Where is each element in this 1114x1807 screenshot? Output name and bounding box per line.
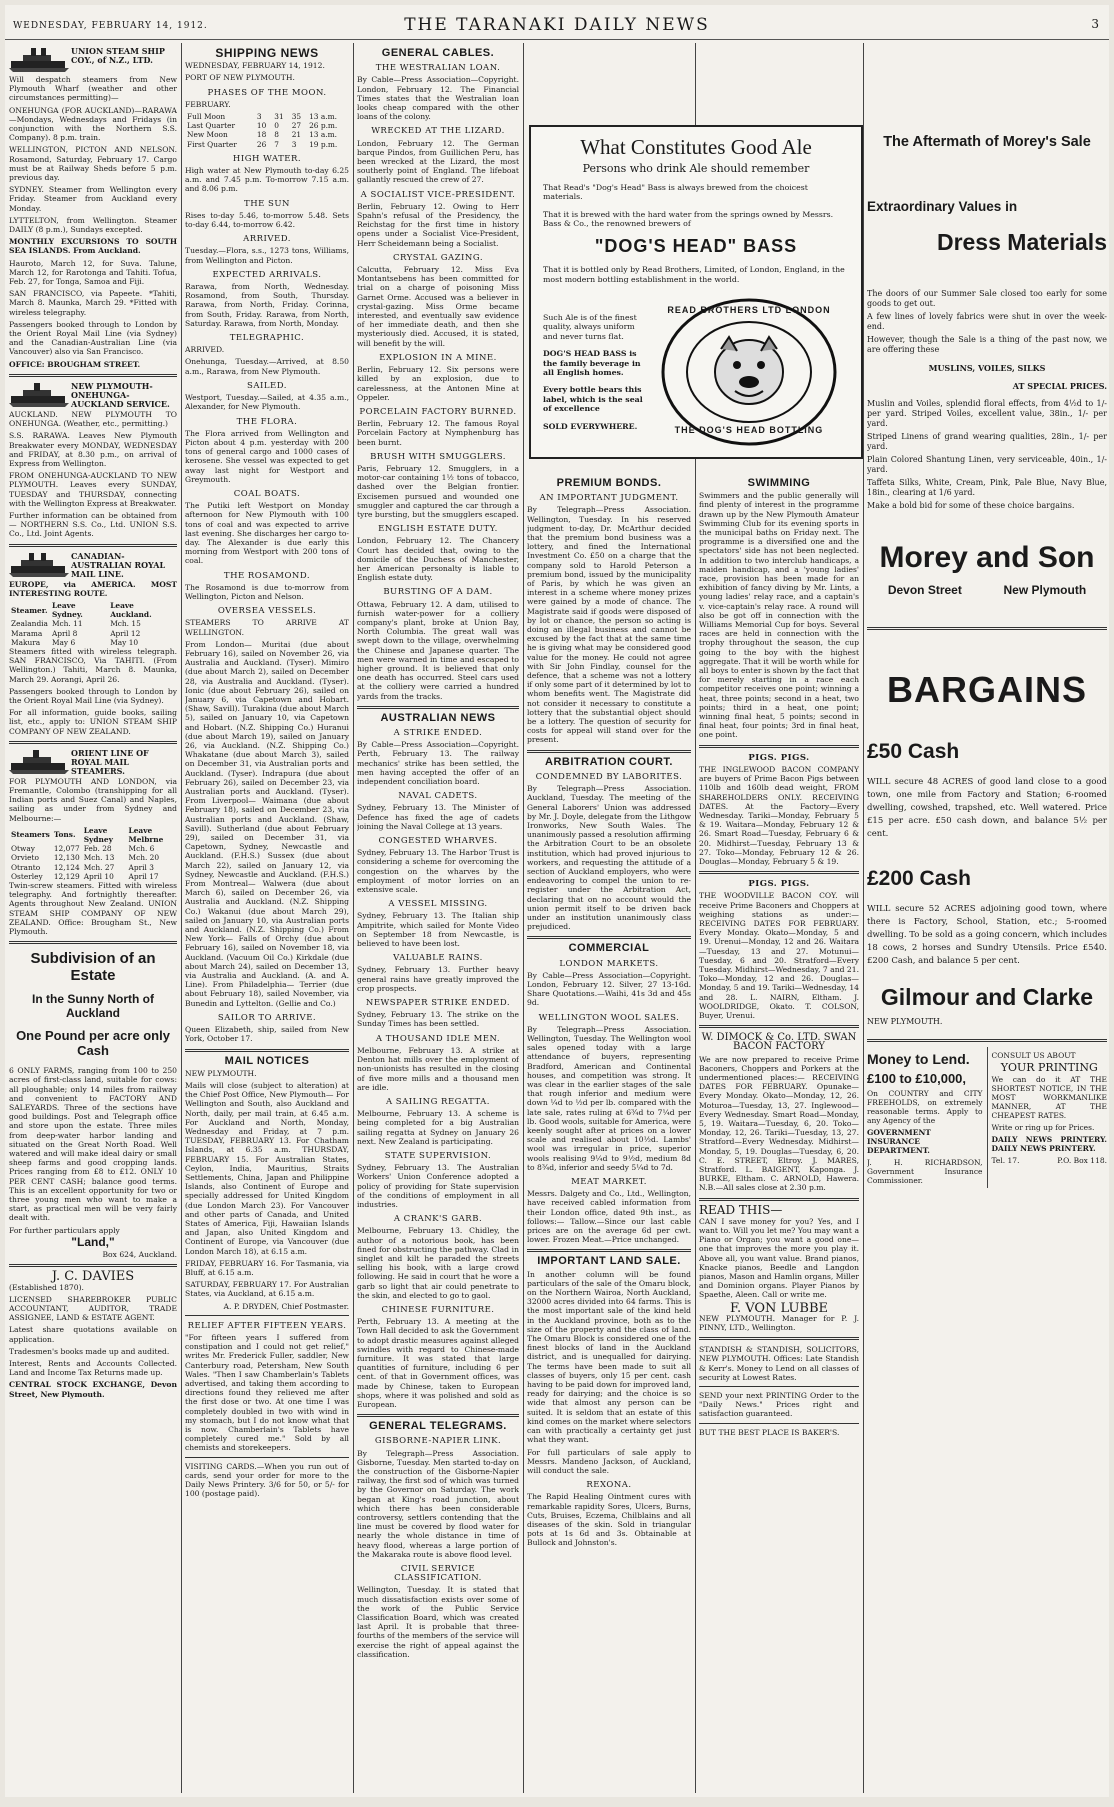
section-heading: AN IMPORTANT JUDGMENT. <box>539 493 679 504</box>
ad-title: What Constitutes Good Ale <box>580 135 812 159</box>
money-range: £100 to £10,000, <box>867 1071 967 1086</box>
article-heading: A STRIKE ENDED. <box>393 728 483 738</box>
section-heading: COAL BOATS. <box>233 488 301 499</box>
masthead-date: WEDNESDAY, FEBRUARY 14, 1912. <box>13 21 208 31</box>
moon-table <box>185 112 349 149</box>
australian-news-title: AUSTRALIAN NEWS <box>380 711 496 724</box>
table-row: Orvieto 12,130 Mch. 13 Mch. 20 <box>11 853 160 863</box>
text-paragraph: For further particulars apply <box>9 1225 120 1235</box>
column-4 <box>527 475 691 1791</box>
text-paragraph: The Rosamond is due to-morrow from Wellington, Picton and Nelson. <box>185 582 349 601</box>
cash-50: £50 Cash <box>867 740 960 763</box>
text-paragraph: In another column will be found particulars of the sale of the Omaru block, on the Northern Wairoa, North Auckland, 32000 acres divided into 64 farms. This is the most important sale of the kind held in the Auckland province, both as to the size of the property and the class of land. The Omaru Block is considered one of the finest blocks of land in the Auckland district, and is unequalled for dairying. The terms have been made to suit all classes of buyers, only 15 per cent. cash having to be paid down for improved land, ready for dairying; and the choice is so wide that almost any person can be suited. It is seldom that an estate of this kind comes on the market where selectors can with practically a certainty get just what they want. <box>527 1269 691 1445</box>
section-heading: REXONA. <box>586 1480 632 1491</box>
section-heading: MEAT MARKET. <box>571 1177 647 1188</box>
article-heading: A CRANK'S GARB. <box>393 1214 483 1225</box>
text-paragraph: SATURDAY, FEBRUARY 17. For Australian States, via Auckland, at 6.15 a.m. <box>185 1280 349 1299</box>
section-heading: LONDON MARKETS. <box>559 958 659 969</box>
article-body: Berlin, February 12. Owing to Herr Spahn's refusal of the Presidency, the Reichstag for the first time in history opens under a Socialist Vice-President, Herr Scheidemann being a Socialist. <box>357 201 519 248</box>
text-paragraph: We are now prepared to receive Prime Baconers, Choppers and Porkers at the undermentioned places:— RECEIVING DATES FOR FEBRUARY. Opunake—Every Monday. Okato—Monday, 12, 26. Moturoa—Tuesday, 13, 27. Inglewood—Every Wednesday. Smart Road—Monday, 5, 19. Waitara—Tuesday, 6, 20. Toko—Monday, 12, 26. Tariki—Tuesday, 13, 27. Stratford—Every Wednesday. Midhirst—Monday, 5, 19. Douglas—Tuesday, 6, 20. C. E. STREET, Eltroy. J. MARES, Stratford. L. BAIGENT, Kaponga. J. BURKE, Eltham. C. ARNOLD, Hawera. N.B.—All sales close at 2.30 p.m. <box>699 1054 859 1193</box>
section-heading: PIGS. PIGS. <box>748 879 810 890</box>
section-heading: CIVIL SERVICE CLASSIFICATION. <box>394 1564 482 1584</box>
article-heading: THE WESTRALIAN LOAN. <box>375 63 501 74</box>
column-rule <box>523 43 524 1793</box>
text-paragraph: Latest share quotations available on application. <box>9 1325 177 1344</box>
article-body: Melbourne, February 13. A scheme is being completed for a big Australian sailing regatta at Sydney on January 26 next. New Zealand is participating. <box>357 1109 519 1146</box>
general-telegrams-title: GENERAL TELEGRAMS. <box>369 1420 507 1433</box>
text-paragraph: Muslin and Voiles, splendid floral effects, from 4½d to 1/- per yard. Striped Voiles, excellent value, 38in., 1/- per yard. <box>867 399 1107 428</box>
column-5 <box>699 475 859 1791</box>
text-paragraph: STEAMERS TO ARRIVE AT WELLINGTON. <box>185 618 349 637</box>
orient-title: ORIENT LINE OF ROYAL MAIL STEAMERS. <box>71 747 149 776</box>
text-paragraph: J. H. RICHARDSON, Government Insurance Commissioner. <box>867 1158 983 1185</box>
column-2 <box>185 45 349 1791</box>
money-title: Money to Lend. <box>867 1051 970 1067</box>
article-body: Ottawa, February 12. A dam, utilised to furnish water-power for a colliery company's plant, broke at Union Bay, North Columbia. The great wall was swept down to the village, overwhelming the Chinese and Japanese quarter. The men were warned in time and escaped to higher ground. It is believed that only one death has occurred. Steel cars used at the colliery were carried a hundred yards from the tracks. <box>357 599 519 701</box>
article-heading: CHINESE FURNITURE. <box>381 1304 495 1315</box>
article-heading: PORCELAIN FACTORY BURNED. <box>359 406 517 417</box>
text-paragraph: Queen Elizabeth, ship, sailed from New York, October 17. <box>185 1025 349 1044</box>
text-paragraph: Messrs. Dalgety and Co., Ltd., Wellington, have received cabled information from their London office, dated 9th inst., as follows:— Tallow.—Since our last cable prices are on the average 6d per cwt. lower. Frozen Meat.—Price unchanged. <box>527 1189 691 1245</box>
text-paragraph: NEW PLYMOUTH. <box>185 1068 257 1078</box>
table-row: Last Quarter 10 0 27 26 p.m. <box>187 121 338 131</box>
text-paragraph: That it is brewed with the hard water from the springs owned by Messrs. Bass & Co., the renowned brewers of <box>543 209 834 229</box>
subdivision-price: One Pound per acre only Cash <box>16 1028 170 1059</box>
text-paragraph: SAN FRANCISCO, via Papeete. *Tahiti, March 8. Maunka, March 29. *Fitted with wireless telegraphy. <box>9 289 177 317</box>
section-heading: ARRIVED. <box>243 234 291 245</box>
table-row: New Moon 18 8 21 13 a.m. <box>187 130 337 140</box>
table-row: First Quarter 26 7 3 19 p.m. <box>187 139 338 149</box>
text-paragraph: NEW PLYMOUTH. <box>867 1017 943 1026</box>
text-paragraph: MONTHLY EXCURSIONS TO SOUTH SEA ISLANDS. From Auckland. <box>9 237 177 256</box>
text-paragraph: Swimmers and the public generally will find plenty of interest in the programme drawn up by the New Plymouth Amateur Swimming Club for its evening sports in the municipal baths on Friday next. The programme is a diversified one and the spectators' side has not been neglected. In addition to two interclub handicaps, a maiden handicap, and a 'young ladies' race, provision has been made for an exhibition of fancy diving by Mr. Lints, a young ladies' relay race, and a captain's v. vice-captain's relay race. A round will also be got off in connection with the Williams Memorial Cup for boys. Several races are held in connection with the trophy throughout the season, the cup going to the boy with the highest aggregate. That it will be worth while for all boys to enter is shown by the fact that for merely starting in a race each competitor receives one point; winning a heat, three points; second in a heat, two points; third in a heat, one point; winning final heat, 5 points; second in final heat, four points; 3rd in final heat, one point. <box>699 491 859 740</box>
text-paragraph: By Telegraph—Press Association. Gisborne, Tuesday. Men started to-day on the construction of the Gisborne-Napier railway, the first sod of which was turned by the Governor on Saturday. The work began at King's road junction, about which there has been considerable controversy, settlers contending that the line must be covered by flood water for nearly the whole distance in time of heavy flood, whereas a large portion of the Makaraka route is above flood level. <box>357 1448 519 1559</box>
text-paragraph: Twin-screw steamers. Fitted with wireless telegraphy. And fortnightly thereafter. Agents throughout New Zealand. UNION STEAM SHIP COMPANY OF NEW ZEALAND. Office: Brougham St., New Plymouth. <box>9 881 177 937</box>
text-paragraph: WILL secure 52 ACRES adjoining good town, where there is Factory, School, Station, etc.; 5-roomed dwelling. To be sold as a going concern, which includes 18 cows, 2 horses and Sundry Utensils. Price £540. £200 Cash, and balance 5 per cent. <box>867 904 1107 966</box>
text-paragraph: Passengers booked through to London by the Orient Royal Mail Line (via Sydney) and the Canadian-Australian Line (via Vancouver) also via San Francisco. <box>9 319 177 357</box>
telephone: Tel. 17. <box>991 1156 1020 1165</box>
section-heading: WELLINGTON WOOL SALES. <box>538 1012 680 1023</box>
text-paragraph: FRIDAY, FEBRUARY 16. For Tasmania, via Bluff, at 6.15 a.m. <box>185 1258 349 1277</box>
column-rule <box>353 43 354 1793</box>
np-service-title: NEW PLYMOUTH-ONEHUNGA-AUCKLAND SERVICE. <box>71 380 170 409</box>
text-paragraph: By Telegraph—Press Association. Wellington, Tuesday. In his reserved judgment to-day, Dr. McArthur decided that the premium bond business was a lottery, and fined the International Investment Co. £50 on a charge that the company sold to Harold Peterson a premium bond, issued by the municipality of Paris, by which he was given an interest in a scheme where money prizes were gained by a mode of chance. The Magistrate said if goods were disposed of by lot or chance, the person so acting is doing an illegal business and cannot be excused by the fact that at the same time he is giving what may be considered good value for the money. He could not agree with Sir John Findlay, counsel for the defence, that a scheme was not a lottery if only some part of it determined by lot to whom benefits went. The Magistrate did not consider it necessary to constitute a lottery that the substantial object should be a lottery. The question of security for costs for appeal will stand over for the present. <box>527 505 691 745</box>
text-paragraph: The Flora arrived from Wellington and Picton about 4 p.m. yesterday with 200 tons of general cargo and 1000 cases of kerosene. She vessel was expected to get away last night for Westport and Greymouth. <box>185 428 349 484</box>
text-paragraph: Taffeta Silks, White, Cream, Pink, Pale Blue, Navy Blue, 18in., clearing at 1/6 yard. <box>867 478 1107 497</box>
text-paragraph: THE INGLEWOOD BACON COMPANY are buyers of Prime Bacon Pigs between 110lb and 160lb dead weight, FROM SHAREHOLDERS ONLY. RECEIVING DATES. At the Factory—Every Wednesday. Tariki—Monday, February 5 & 19. Waitara—Monday, February 12 & 26. Smart Road—Tuesday, February 6 & 20. Midhirst—Tuesday, February 13 & 27. Toko—Monday, February 12 & 26. Douglas—Monday, February 5 & 19. <box>699 764 859 866</box>
text-paragraph: By Cable—Press Association—Copyright. London, February 12. Silver, 27 13-16d. Share Quotations.—Waihi, 41s 3d and 45s 9d. <box>527 970 691 1008</box>
section-heading: PHASES OF THE MOON. <box>207 87 327 98</box>
your-printing: YOUR PRINTING <box>1000 1061 1098 1074</box>
text-paragraph: Rarawa, from North, Wednesday. Rosamond, from South, Thursday. Rarawa, from North, Friday. Corinna, from South, Friday. Rarawa, from North, Saturday. Rarawa, from North, Monday. <box>185 282 349 328</box>
section-heading: PIGS. PIGS. <box>748 752 810 763</box>
text-paragraph: On COUNTRY and CITY FREEHOLDS, on extremely reasonable terms. Apply to any Agency of the <box>867 1089 983 1125</box>
text-paragraph: Wellington, Tuesday. It is stated that much dissatisfaction exists over some of the work of the Public Service Classification Board, which was created last April. It is probable that three-fourths of the members of the service will exercise the right of appeal against the classification. <box>357 1585 519 1659</box>
text-paragraph: CENTRAL STOCK EXCHANGE, Devon Street, New Plymouth. <box>9 1380 177 1399</box>
muslins-heading: MUSLINS, VOILES, SILKS <box>928 363 1046 373</box>
dress-materials: Dress Materials <box>936 229 1107 255</box>
page-number: 3 <box>1091 17 1099 31</box>
text-paragraph: Will despatch steamers from New Plymouth Wharf (weather and other circumstances permitting)— <box>9 75 177 103</box>
bottom-ads <box>867 1047 1107 1188</box>
text-paragraph: GOVERNMENT INSURANCE DEPARTMENT. <box>867 1128 931 1155</box>
cash-200: £200 Cash <box>867 867 971 890</box>
steamship-icon <box>9 749 177 775</box>
section-heading: GISBORNE-NAPIER LINK. <box>374 1436 502 1447</box>
text-paragraph: For full particulars of sale apply to Messrs. Mandeno Jackson, of Auckland, will conduct the sale. <box>527 1447 691 1475</box>
column-rule <box>181 43 182 1793</box>
text-paragraph: From London— Muritai (due about February 16), sailed on November 26, via Australia and Auckland. (Tyser). Mimiro (due about March 2), sailed on December 28, via Australia and Auckland. (Tyser). Ionic (due about February 26), sailed on January 6, via Capetown and Hobart. (Shaw, Savill). Turakina (due about March 5), sailed on January 10, via Capetown and Hobart. (N.Z. Shipping Co.) Huranui (due about March 19), sailed on January 26, via Auckland. (N.Z. Shipping Co.) Whakatane (due about March 3), sailed on December 31, via Australian ports and Auckland. (Tyser). Indrapura (due about February 26), sailed on December 23, via Australian ports and Auckland. (Tyser). From Liverpool— Waimana (due about February 18), sailed on December 23, via Australian ports and Auckland. (Shaw, Savill). Sutherland (due about February 29), sailed on December 31, via Capetown, Sydney, Newcastle and Auckland. (F.H.S.) Sussex (due about March 22), sailed on January 12, via Sydney, Newcastle and Auckland. (F.H.S.) From Montreal— Walwera (due about March 6), sailed on December 26, via Australia and Auckland. (N.Z. Shipping Co.) Wakanui (due about March 29), sailed on January 10, via Australian ports and Auckland. (N.Z. Shipping Co.) From New York— Falls of Orchy (due about February 16), sailed on November 18, via Auckland. (Vacuum Oil Co.) Kirkdale (due about March 24), sailed on December 13, via Australia and Auckland. (A. and A. Line). From Philadelphia— Terrier (due about February 18), sailed November, via Bunedin and Lyttelton. (Gellie and Co.) <box>185 639 349 1008</box>
morey-and-son: Morey and Son <box>879 541 1095 574</box>
bulldog-icon <box>659 297 839 447</box>
table-row: Otranto 12,124 Mch. 27 April 3 <box>11 862 154 872</box>
text-paragraph: Write or ring up for Prices. <box>991 1123 1095 1132</box>
text-paragraph: A. P. DRYDEN, Chief Postmaster. <box>223 1301 349 1311</box>
article-body: Melbourne, February 13. A strike at Denton hat mills over the employment of non-unionists has resulted in the closing of five more mills and a thousand men are idle. <box>357 1045 519 1092</box>
text-paragraph: By Telegraph—Press Association. Auckland, Tuesday. The meeting of the General Laborers' Union was addressed by Mr. J. Doyle, delegate from the Lithgow Ironworks, New South Wales. The unanimously passed a resolution affirming the Arbitration Court to be an obsolete institution, which had proved injurious to workers, and requesting the attitude of a section of Auckland employers, who were endeavoring to compel the union to re-register under the Arbitration Act, declaring that on no account would the union permit itself to be driven back under an institution unanimously class prejudiced. <box>527 784 691 932</box>
text-paragraph: (Established 1870). <box>9 1282 84 1292</box>
text-paragraph: High water at New Plymouth to-day 6.25 a.m. and 7.45 p.m. To-morrow 7.15 a.m. and 8.06 p.m. <box>185 166 349 194</box>
text-paragraph: PORT OF NEW PLYMOUTH. <box>185 73 295 83</box>
union-title: UNION STEAM SHIP COY., of N.Z., LTD. <box>71 46 165 65</box>
article-body: Sydney, February 13. The Minister of Defence has fixed the age of cadets joining the Naval College at 13 years. <box>357 803 519 831</box>
davies-name: J. C. DAVIES <box>51 1269 135 1285</box>
orient-table: Steamers Tons. Leave Sydney Leave Melbrne Otway 12,077 Feb. 28 Mch. 6 Orvieto 12,130 Mch. 13 Mch. 20 Otranto 12,124 Mch. 27 April 3 Osterley 12,129 April 10 April 17 <box>9 826 177 881</box>
text-paragraph: However, though the Sale is a thing of the past now, we are offering these <box>867 335 1107 354</box>
column-rule <box>863 43 864 1793</box>
morey-address <box>867 585 1107 595</box>
article-body: Sydney, February 13. Further heavy general rains have greatly improved the crop prospects. <box>357 965 519 993</box>
text-paragraph: Such Ale is of the finest quality, always uniform and never turns flat. <box>543 312 637 341</box>
text-paragraph: Further information can be obtained from— NORTHERN S.S. Co., Ltd. UNION S.S. Co., Ltd. Joint Agents. <box>9 510 177 539</box>
text-paragraph: ONEHUNGA (FOR AUCKLAND)—RARAWA—Mondays, Wednesdays and Fridays (in conjunction with the Northern S.S. Company). 8 p.m. train. <box>9 105 177 143</box>
section-heading: THE ROSAMOND. <box>223 570 311 581</box>
article-body: Berlin, February 12. Six persons were killed by an explosion, due to carelessness, at the Antonen Mine at Oppeler. <box>357 365 519 402</box>
text-paragraph: Tuesday.—Flora, s.s., 1273 tons, Williams, from Wellington and Picton. <box>185 246 349 265</box>
column-3 <box>357 45 519 1791</box>
text-paragraph: SYDNEY. Steamer from Wellington every Friday. Steamer from Auckland every Monday. <box>9 185 177 213</box>
ad-big: "DOG'S HEAD" BASS <box>594 236 798 257</box>
text-paragraph: DOG'S HEAD BASS is the family beverage in all English homes. <box>543 349 641 378</box>
text-paragraph: S.S. RARAWA. Leaves New Plymouth Breakwater every MONDAY, WEDNESDAY and FRIDAY, at 8.30 p.m., on arrival of Express from Wellington. <box>9 431 177 468</box>
article-heading: WRECKED AT THE LIZARD. <box>371 126 505 137</box>
shipping-title: SHIPPING NEWS <box>215 46 319 60</box>
text-paragraph: BUT THE BEST PLACE IS BAKER'S. <box>699 1427 840 1437</box>
text-paragraph: LICENSED SHAREBROKER PUBLIC ACCOUNTANT, AUDITOR, TRADE ASSIGNEE, LAND & ESTATE AGENT. <box>9 1294 177 1323</box>
section-heading: SAILED. <box>247 380 287 391</box>
union-body <box>9 75 177 369</box>
text-paragraph: Westport, Tuesday.—Sailed, at 4.35 a.m., Alexander, for New Plymouth. <box>185 393 349 412</box>
text-paragraph: Box 624, Auckland. <box>102 1250 177 1260</box>
table-row: Makura May 6 May 10 <box>11 637 139 647</box>
section-heading: OVERSEA VESSELS. <box>217 606 317 617</box>
article-heading: A SAILING REGATTA. <box>385 1096 491 1107</box>
text-paragraph: Mails will close (subject to alteration) at the Chief Post Office, New Plymouth— For Wellington and South, also Auckland and North, daily, per mail train, at 6.45 a.m. For Auckland and North, Monday, Wednesday and Friday, at 7 p.m. TUESDAY, FEBRUARY 13. For Chatham Islands, at 6.35 a.m. THURSDAY, FEBRUARY 15. For Australian States, Ceylon, India, Mauritius, Straits Settlements, China, Japan and Philippine Islands, also Continent of Europe and specially addressed for United Kingdom (due London March 23). For Vancouver and other parts of Canada, and United States of America, Fiji, Hawaiian Islands and Japan, also United Kingdom and Continent of Europe, via Vancouver (due London March 18), at 6.15 a.m. <box>185 1080 349 1256</box>
article-heading: CRYSTAL GAZING. <box>392 252 484 263</box>
article-heading: A VESSEL MISSING. <box>388 899 488 910</box>
text-paragraph: Plain Colored Shantung Linen, very serviceable, 40in., 1/- yard. <box>867 455 1107 474</box>
article-heading: STATE SUPERVISION. <box>384 1150 492 1161</box>
article-heading: A THOUSAND IDLE MEN. <box>375 1033 501 1044</box>
table-row: Full Moon 3 31 35 13 a.m. <box>187 112 337 122</box>
text-paragraph: WELLINGTON, PICTON AND NELSON. Rosamond, Saturday, February 17. Cargo must be at Railway Sheds before 5 p.m. previous day. <box>9 145 177 183</box>
column-rule <box>987 1047 988 1188</box>
text-paragraph: A few lines of lovely fabrics were shut in over the week-end. <box>867 312 1107 331</box>
text-paragraph: Hauroto, March 12, for Suva. Talune, March 12, for Rarotonga and Tahiti. Tofua, Feb. 27, for Tonga, Samoa and Fiji. <box>9 258 177 287</box>
section-heading: CONDEMNED BY LABORITES. <box>535 771 683 782</box>
special-prices: AT SPECIAL PRICES. <box>1012 381 1107 391</box>
cam-table: Steamer. Leave Sydney. Leave Auckland. Zealandia Mch. 11 Mch. 15 Marama April 8 April 12 Makura May 6 May 10 <box>9 601 177 647</box>
commercial-title: COMMERCIAL <box>568 942 650 955</box>
text-paragraph: VISITING CARDS.—When you run out of cards, send your order for more to the Daily News Printery. 3/6 for 50, or 5/- for 100 (postage paid). <box>185 1461 349 1499</box>
text-paragraph: By Telegraph—Press Association. Wellington, Tuesday. The Wellington wool sales opened today with a large attendance of buyers, representing Bradford, American and Continental houses, and competition was strong. It was clear in the earlier stages of the sale that rough inferior and medium were down ¼d to ½d per lb. compared with the late sale, rates ruling at 6¾d to 7¼d per lb. Good wools, suitable for America, were keenly sought after at prices on a lower scale and realised about 10½d. Lambs' wool was irregular in price, superior wools realising 9¼d to 9½d, medium 8d to 8¾d, inferior and seedy 5¼d to 7d. <box>527 1024 691 1172</box>
subdivision-heading: In the Sunny North of Auckland <box>32 992 154 1021</box>
section-heading: HIGH WATER. <box>232 153 302 164</box>
text-paragraph: Steamers fitted with wireless telegraph. SAN FRANCISCO, Via TAHITI. (From Wellington.) Tahiti, March 8. Maunka, March 29. Aorangi, April 26. <box>9 646 177 684</box>
article-body: Sydney, February 13. The strike on the Sunday Times has been settled. <box>357 1010 519 1029</box>
article-body: Sydney, February 13. The Italian ship Ampitrite, which sailed for Monte Video on September 18 from Newcastle, is believed to have been lost. <box>357 911 519 949</box>
text-paragraph: We can do it AT THE SHORTEST NOTICE, IN THE MOST WORKMANLIKE MANNER, AT THE CHEAPEST RATES. <box>991 1075 1107 1120</box>
text-paragraph: Make a bold bid for some of these choice bargains. <box>867 501 1075 510</box>
text-paragraph: "For fifteen years I suffered from constipation and I could not get relief," writes Mr. Frederick Fuller, saddler, New Canterbury road, Petersham, New South Wales. "Then I saw Chamberlain's Tablets advertised, and taking them according to directions found they relieved me after the first dose or two. At one time I was completely doubled in two with wind in my stomach, but I do not know what that is now. Chamberlain's Tablets have completely cured me." Sold by all chemists and storekeepers. <box>185 1332 349 1453</box>
text-paragraph: STANDISH & STANDISH, SOLICITORS, NEW PLYMOUTH. Offices: Late Standish & Kerr's. Money to Lend on all classes of security at Lowest Rates. <box>699 1345 859 1382</box>
text-paragraph: SEND your next PRINTING Order to the "Daily News." Prices right and satisfaction guaranteed. <box>699 1391 859 1419</box>
ad-subtitle: Persons who drink Ale should remember <box>582 162 810 175</box>
text-paragraph: The doors of our Summer Sale closed too early for some goods to get out. <box>867 289 1107 308</box>
text-paragraph: Interest, Rents and Accounts Collected. Land and Income Tax Returns made up. <box>9 1358 177 1378</box>
text-paragraph: That Read's "Dog's Head" Bass is always brewed from the choicest materials. <box>543 182 808 202</box>
text-paragraph: For all information, guide books, sailing list, etc., apply to: UNION STEAM SHIP COMPANY OF NEW ZEALAND. <box>9 708 177 736</box>
bass-advert <box>529 125 863 459</box>
arbitration-title: ARBITRATION COURT. <box>545 755 673 768</box>
general-cables-title: GENERAL CABLES. <box>381 47 495 59</box>
article-body: Berlin, February 12. The famous Royal Porcelain Factory at Nymphenburg has been burnt. <box>357 419 519 447</box>
text-paragraph: THE WOODVILLE BACON COY. will receive Prime Baconers and Choppers at weighing stations as under:— RECEIVING DATES FOR FEBRUARY. Every Monday. Okato—Monday, 5 and 19. Urenui—Monday, 12 and 26. Waitara—Tuesday, 13 and 27. Motunui—Tuesday, 6 and 20. Stratford—Every Tuesday. Midhirst—Wednesday, 7 and 21. Toko—Monday, 12 and 26. Douglas—Monday, 5 and 19. Tariki—Wednesday, 14 and 28. L. NAIRN, Eltham. J. WOOLDRIDGE, Okato. T. COLSON, Buyer, Urenui. <box>699 891 859 1020</box>
text-paragraph: Onehunga, Tuesday.—Arrived, at 8.50 a.m., Rarawa, from New Plymouth. <box>185 357 349 376</box>
section-heading: EXPECTED ARRIVALS. <box>212 269 322 280</box>
article-heading: EXPLOSION IN A MINE. <box>379 352 497 363</box>
article-heading: NEWSPAPER STRIKE ENDED. <box>365 998 511 1009</box>
money-ad <box>867 1047 983 1188</box>
subdivision-land: "Land," <box>71 1234 115 1249</box>
lubbe-name: F. VON LUBBE <box>729 1300 829 1316</box>
text-paragraph: OFFICE: BROUGHAM STREET. <box>9 359 141 369</box>
table-row: Marama April 8 April 12 <box>11 628 141 638</box>
subdivision-title: Subdivision of an Estate <box>30 950 156 985</box>
column-6 <box>867 45 1107 1791</box>
section-heading: THE SUN <box>244 198 290 209</box>
section-heading: RELIEF AFTER FIFTEEN YEARS. <box>187 1320 347 1331</box>
column-1 <box>9 45 177 1791</box>
text-paragraph: Passengers booked through to London by the Orient Royal Mail Line (via Sydney). <box>9 686 177 705</box>
section-heading: SAILOR TO ARRIVE. <box>217 1012 317 1023</box>
article-heading: VALUABLE RAINS. <box>393 953 483 964</box>
gilmour-clarke: Gilmour and Clarke <box>880 984 1094 1010</box>
text-paragraph: WEDNESDAY, FEBRUARY 14, 1912. <box>185 61 325 71</box>
text-paragraph: The Putiki left Westport on Monday afternoon for New Plymouth with 100 tons of coal and was expected to arrive last evening. She discharges her cargo to-day. The Alexander is due early this morning from Westport with 200 tons of coal. <box>185 501 349 566</box>
cam-title: CANADIAN-AUSTRALIAN ROYAL MAIL LINE. <box>71 550 166 579</box>
article-body: Sydney, February 13. The Harbor Trust is considering a scheme for overcoming the congestion on the wharves by the employment of motor lorries on an extensive scale. <box>357 848 519 895</box>
masthead <box>5 5 1109 40</box>
cam-subtitle: EUROPE, via AMERICA. MOST INTERESTING ROUTE. <box>9 579 177 598</box>
text-paragraph: NEW PLYMOUTH. Manager for P. J. PINNY, LTD., Wellington. <box>699 1313 859 1333</box>
text-paragraph: Rises to-day 5.46, to-morrow 5.48. Sets to-day 6.44, to-morrow 6.42. <box>185 210 349 230</box>
section-heading: THE FLORA. <box>236 416 298 427</box>
text-paragraph: The Rapid Healing Ointment cures with remarkable rapidity Sores, Ulcers, Burns, Cuts, Bruises, Eczema, Chilblains and all diseases of the skin. Sold in triangular pots at 1s 6d and 3s. Obtainable at Bullock and Johnston's. <box>527 1492 691 1548</box>
po-box: P.O. Box 118. <box>1057 1156 1107 1165</box>
text-paragraph: ARRIVED. <box>185 345 225 355</box>
text-paragraph: DAILY NEWS PRINTERY. DAILY NEWS PRINTERY. <box>991 1135 1107 1153</box>
contact-row <box>992 1156 1108 1165</box>
article-body: Calcutta, February 12. Miss Eva Montantsebens has been committed for trial on a charge of poisoning Miss Garnet Orme. Accused was a believer in crystal-gazing. Miss Orme became interested, and eventually saw evidence of her immediate death, and then she mysteriously died. Accused, it is stated, will benefit by the will. <box>357 265 519 348</box>
article-body: London, February 12. The Chancery Court has decided that, owing to the domicile of the Duchess of Manchester, her American personalty is liable to English estate duty. <box>357 536 519 583</box>
label-top: READ BROTHERS LTD LONDON <box>667 305 831 315</box>
text-paragraph: That it is bottled only by Read Brothers, Limited, of London, England, in the most modern bottling establishment in the world. <box>543 265 845 284</box>
text-paragraph: LYTTELTON, from Wellington. Steamer DAILY (8 p.m.), Sundays excepted. <box>9 215 177 235</box>
extra-values: Extraordinary Values in <box>867 199 1018 214</box>
land-sale-title: IMPORTANT LAND SALE. <box>537 1255 681 1268</box>
text-paragraph: FROM ONEHUNGA-AUCKLAND TO NEW PLYMOUTH. Leaves every SUNDAY, TUESDAY and THURSDAY, connecting with the Wellington Express at Breakwater. <box>9 471 177 508</box>
premium-title: PREMIUM BONDS. <box>556 477 662 489</box>
article-body: By Cable—Press Association—Copyright. London, February 12. The Financial Times states that the Westralian loan looks cheap compared with the other loans of the colony. <box>357 75 519 122</box>
steamship-icon <box>9 552 177 578</box>
article-body: Sydney, February 13. The Australian Workers' Union Conference adopted a policy of providing for State supervision of the conditions of employment in all industries. <box>357 1163 519 1209</box>
bargains-title: BARGAINS <box>886 669 1087 710</box>
text-paragraph: FEBRUARY. <box>185 99 231 109</box>
article-heading: NAVAL CADETS. <box>398 791 478 802</box>
section-heading: TELEGRAPHIC. <box>229 333 305 344</box>
text-paragraph: FOR PLYMOUTH AND LONDON, via Fremantle, Colombo (transhipping for all Indian ports and Suez Canal) and Naples, sailing as under from Sydney and Melbourne:— <box>9 776 177 823</box>
aftermath-title: The Aftermath of Morey's Sale <box>883 134 1091 150</box>
swimming-title: SWIMMING <box>747 477 811 489</box>
newspaper-page <box>5 5 1109 1797</box>
text-paragraph: CAN I save money for you? Yes, and I want to. Will you let me? You may want a Piano or Organ; you want a good one—one that improves the more you play it. Above all, you want value. Brand pianos, Knacke pianos, Beedle and Langdon pianos, Mason and Hamlin organs, Miller and Dominion organs. Player Pianos by Spaethe, Aleen. Call or write me. <box>699 1216 859 1300</box>
table-row: Otway 12,077 Feb. 28 Mch. 6 <box>11 844 155 854</box>
article-body: Paris, February 12. Smugglers, in a motor-car containing 1½ tons of tobacco, dashed over the Belgian frontier. Excisemen pursued and wounded one smuggler and captured the car through a tyre bursting, but the smugglers escaped. <box>357 463 519 519</box>
table-row: Osterley 12,129 April 10 April 17 <box>11 871 159 881</box>
text-paragraph: CONSULT US ABOUT <box>991 1051 1076 1060</box>
address-town: New Plymouth <box>1003 583 1087 597</box>
steamship-icon <box>9 47 177 73</box>
printing-ad <box>992 1047 1108 1188</box>
text-paragraph: WILL secure 48 ACRES of good land close to a good town, one mile from Factory and Station; 6-roomed dwelling, cowshed, trapshed, etc. Well watered. Price £15 per acre. £50 cash down, and balance 5½ per cent. <box>867 777 1107 839</box>
article-body: Perth, February 13. A meeting at the Town Hall decided to ask the Government to adopt drastic measures against alleged swindles with regard to Chinese-made furniture. It was stated that large quantities of furniture, including 6 per cent. of that in Government offices, was made by Chinese, taken to European shops, where it was polished and sold as European. <box>357 1317 519 1409</box>
steamship-icon <box>9 382 177 408</box>
subdivision-body: 6 ONLY FARMS, ranging from 100 to 250 acres of first-class land, suitable for cows: all ploughable; only 14 miles from railway and convenient to FACTORY AND SALEYARDS. Three of the sections have good buildings. Post and Telegraph office and store upon the estate. Three miles from deep-water harbor landing and situated on the Great North Road. Well watered and will make ideal dairy or small sheep farms and good cropping lands. Prices ranging from £8 to £12. ONLY 10 PER CENT CASH; balance good terms. This is an excellent opportunity for two or three young men who want to make a start, as practical men will be very fairly dealt with. <box>9 1066 177 1223</box>
dimock-title: W. DIMOCK & Co. LTD. SWAN BACON FACTORY <box>701 1032 857 1053</box>
article-body: By Cable—Press Association—Copyright. Perth, February 13. The railway mechanics' strike has been settled, the men having accepted the offer of an independent conciliation board. <box>357 740 519 787</box>
article-heading: CONGESTED WHARVES. <box>378 836 498 847</box>
text-paragraph: SOLD EVERYWHERE. <box>543 421 638 431</box>
label-bottom: THE DOG'S HEAD BOTTLING <box>674 425 824 435</box>
article-heading: A SOCIALIST VICE-PRESIDENT. <box>360 189 516 200</box>
text-paragraph: AUCKLAND. NEW PLYMOUTH TO ONEHUNGA. (Weather, etc., permitting.) <box>9 409 177 429</box>
article-body: London, February 12. The German barque Pindos, from Guillichen Peru, has been wrecked at the Lizard, the most southerly point of England. The lifeboat gallantly rescued the crew of 27. <box>357 138 519 185</box>
article-body: Melbourne, February 13. Chidley, the author of a notorious book, has been fined for obstructing the pathway. Clad in singlet and kilt he paraded the streets selling his book, with a large crowd following. He said in court that he wore a garb so light that air could penetrate to the skin, and elected to go to gaol. <box>357 1226 519 1300</box>
table-row: Zealandia Mch. 11 Mch. 15 <box>11 619 141 629</box>
text-paragraph: Tradesmen's books made up and audited. <box>9 1346 170 1356</box>
read-this-title: READ THIS— <box>699 1202 783 1217</box>
masthead-title: THE TARANAKI DAILY NEWS <box>404 15 710 35</box>
text-paragraph: Striped Linens of grand wearing qualities, 28in., 1/- per yard. <box>867 432 1107 451</box>
article-heading: ENGLISH ESTATE DUTY. <box>378 524 498 535</box>
text-paragraph: Every bottle bears this label, which is the seal of excellence <box>543 385 643 414</box>
article-heading: BURSTING OF A DAM. <box>383 587 493 598</box>
address-street: Devon Street <box>887 583 962 597</box>
mail-title: MAIL NOTICES <box>224 1054 310 1067</box>
article-heading: BRUSH WITH SMUGGLERS. <box>370 451 506 462</box>
